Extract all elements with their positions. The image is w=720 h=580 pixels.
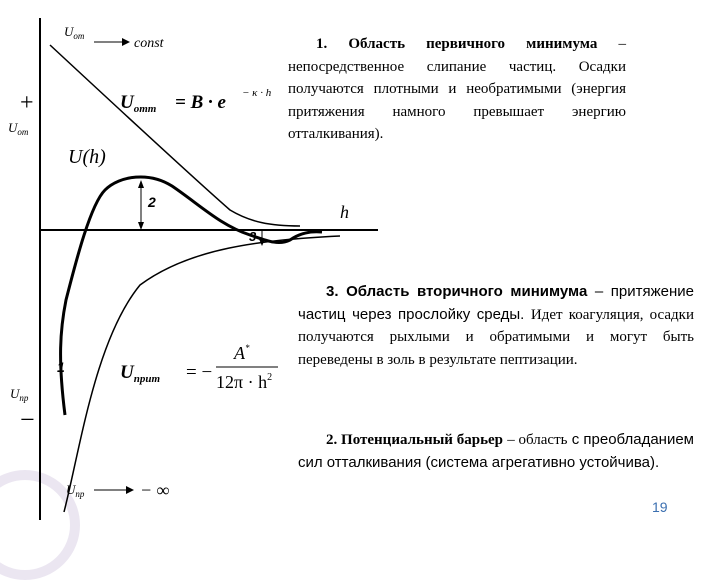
attraction-formula-rhs: = − bbox=[186, 362, 213, 383]
region-3-label: 3 bbox=[249, 229, 257, 244]
paragraph-potential-barrier-body-b: с преобладанием сил отталкивания (система агрегативно устойчива). bbox=[298, 431, 694, 471]
region-2-label: 2 bbox=[148, 194, 156, 210]
label-upr-left: $U_{пр}$ bbox=[10, 386, 29, 403]
repulsion-formula-rhs: = B · e bbox=[175, 92, 226, 113]
barrier-marker-top bbox=[138, 180, 144, 188]
paragraph-primary-minimum-body: – непосредственное слипание частиц. Осадки получаются плотными и необратимыми (энергия притяжения намного превышает энергию отталкивания). bbox=[288, 36, 626, 142]
label-upr-bottom: $U_{пр}$ bbox=[66, 482, 85, 499]
repulsion-formula bbox=[120, 87, 272, 115]
attraction-formula-lhs: $U_{прит}$ bbox=[120, 362, 161, 385]
paragraph-potential-barrier-title: 2. Потенциальный барьер bbox=[326, 432, 504, 448]
repulsion-formula-lhs: $U_{отт}$ bbox=[120, 92, 157, 115]
repulsion-curve bbox=[50, 45, 300, 226]
paragraph-secondary-minimum bbox=[298, 281, 694, 371]
paragraph-secondary-minimum-body-b: Идет коагуляция, осадки получаются рыхлыми и обратимыми и могут быть переведены в золь в результате пептизации. bbox=[298, 306, 694, 368]
paragraph-potential-barrier bbox=[298, 429, 694, 474]
paragraph-secondary-minimum-body-a: – притяжение частиц через прослойку среды. bbox=[298, 283, 694, 323]
region-1-label: 1 bbox=[57, 359, 65, 375]
label-uot-left: $U_{от}$ bbox=[8, 120, 29, 137]
attraction-formula-numerator: A* bbox=[234, 343, 250, 363]
label-const: const bbox=[134, 36, 164, 51]
label-minus-infinity: − ∞ bbox=[140, 480, 170, 500]
label-plus: + bbox=[20, 90, 34, 116]
barrier-marker-bottom bbox=[138, 222, 144, 230]
paragraph-primary-minimum bbox=[288, 33, 626, 146]
const-arrow-head bbox=[122, 38, 130, 46]
attraction-formula bbox=[120, 343, 278, 392]
inf-arrow-head bbox=[126, 486, 134, 494]
attraction-formula-denominator: $12\pi \cdot h^2$ bbox=[216, 372, 273, 392]
paragraph-potential-barrier-body-a: – область bbox=[507, 432, 568, 448]
page-number: 19 bbox=[652, 499, 668, 515]
repulsion-formula-exponent: − κ · h bbox=[242, 87, 272, 99]
label-h: h bbox=[340, 202, 349, 222]
label-minus: − bbox=[20, 405, 35, 434]
paragraph-primary-minimum-title: 1. Область первичного минимума bbox=[316, 36, 598, 52]
label-uot-top: $U_{от}$ bbox=[64, 24, 85, 41]
paragraph-secondary-minimum-title: 3. Область вторичного минимума bbox=[326, 283, 588, 300]
label-uh: U(h) bbox=[68, 146, 106, 168]
